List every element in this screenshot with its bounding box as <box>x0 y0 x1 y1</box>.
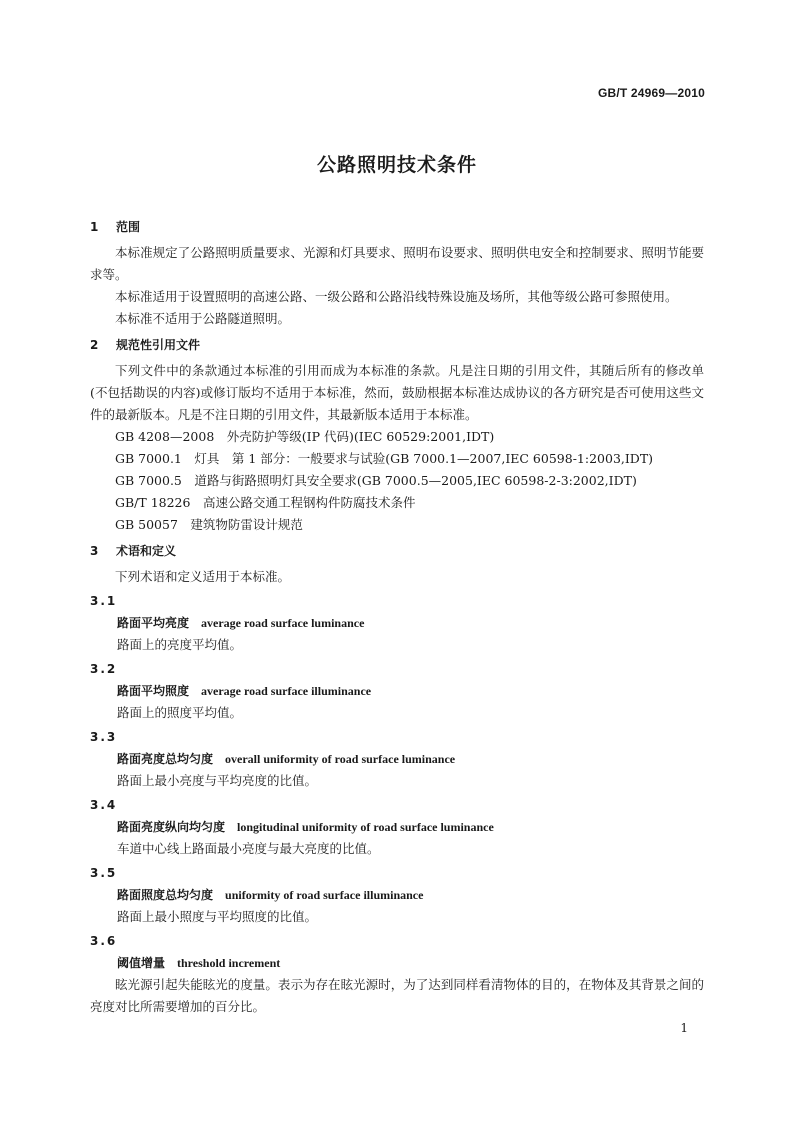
reference-item: GB 7000.5 道路与街路照明灯具安全要求(GB 7000.5—2005,IEC 60598-2-3:2002,IDT) <box>115 473 637 488</box>
term-definition: 路面上的亮度平均值。 <box>117 637 243 652</box>
term-chinese: 阈值增量 <box>117 956 166 970</box>
term-chinese: 路面亮度总均匀度 <box>117 752 214 766</box>
term-english: average road surface illuminance <box>201 684 372 698</box>
term-chinese: 路面亮度纵向均匀度 <box>117 820 226 834</box>
term-chinese: 路面平均照度 <box>117 684 190 698</box>
term-definition: 路面上最小照度与平均照度的比值。 <box>117 909 318 924</box>
term-chinese: 路面平均亮度 <box>117 616 190 630</box>
paragraph: 本标准规定了公路照明质量要求、光源和灯具要求、照明布设要求、照明供电安全和控制要求、照明节能要求等。 <box>90 245 704 282</box>
term-entry <box>90 612 704 634</box>
clause-number: 3.6 <box>90 934 118 948</box>
term-entry <box>90 816 704 838</box>
paragraph: 下列术语和定义适用于本标准。 <box>115 569 291 584</box>
section-number: 3 <box>90 544 99 558</box>
term-definition: 路面上的照度平均值。 <box>117 705 243 720</box>
section-title: 规范性引用文件 <box>116 338 201 352</box>
term-english: overall uniformity of road surface luminance <box>225 752 456 766</box>
term-chinese: 路面照度总均匀度 <box>117 888 214 902</box>
document-title: 公路照明技术条件 <box>316 154 477 176</box>
section-number: 1 <box>90 220 99 234</box>
term-entry <box>90 952 704 974</box>
section-2-heading <box>90 334 704 356</box>
clause-number: 3.2 <box>90 662 118 676</box>
document-body <box>90 212 704 1018</box>
clause-number: 3.3 <box>90 730 118 744</box>
clause-number: 3.5 <box>90 866 118 880</box>
term-english: longitudinal uniformity of road surface luminance <box>237 820 494 834</box>
reference-item: GB 50057 建筑物防雷设计规范 <box>115 517 303 532</box>
paragraph: 下列文件中的条款通过本标准的引用而成为本标准的条款。凡是注日期的引用文件，其随后所有的修改单(不包括勘误的内容)或修订版均不适用于本标准，然而，鼓励根据本标准达成协议的各方研究是否可使用这些文件的最新版本。凡是不注日期的引用文件，其最新版本适用于本标准。 <box>90 363 704 422</box>
reference-item: GB 4208—2008 外壳防护等级(IP 代码)(IEC 60529:2001,IDT) <box>115 429 495 444</box>
term-definition: 眩光源引起失能眩光的度量。表示为存在眩光源时，为了达到同样看清物体的目的，在物体及其背景之间的亮度对比所需要增加的百分比。 <box>90 977 704 1014</box>
section-title: 范围 <box>116 220 141 234</box>
clause-number: 3.1 <box>90 594 118 608</box>
term-english: average road surface luminance <box>201 616 365 630</box>
reference-item: GB 7000.1 灯具 第 1 部分：一般要求与试验(GB 7000.1—2007,IEC 60598-1:2003,IDT) <box>115 451 654 466</box>
reference-item: GB/T 18226 高速公路交通工程钢构件防腐技术条件 <box>115 495 416 510</box>
standard-code: GB/T 24969—2010 <box>597 86 705 100</box>
term-entry <box>90 884 704 906</box>
clause-number: 3.4 <box>90 798 118 812</box>
term-definition: 车道中心线上路面最小亮度与最大亮度的比值。 <box>117 841 380 856</box>
term-entry <box>90 680 704 702</box>
section-title: 术语和定义 <box>116 544 177 558</box>
paragraph: 本标准适用于设置照明的高速公路、一级公路和公路沿线特殊设施及场所，其他等级公路可参照使用。 <box>115 289 678 304</box>
term-english: uniformity of road surface illuminance <box>225 888 424 902</box>
term-definition: 路面上最小亮度与平均亮度的比值。 <box>117 773 318 788</box>
paragraph: 本标准不适用于公路隧道照明。 <box>115 311 291 326</box>
page-number: 1 <box>680 1021 688 1035</box>
section-number: 2 <box>90 338 99 352</box>
term-entry <box>90 748 704 770</box>
section-3-heading <box>90 540 704 562</box>
term-english: threshold increment <box>177 956 281 970</box>
section-1-heading <box>90 216 704 238</box>
